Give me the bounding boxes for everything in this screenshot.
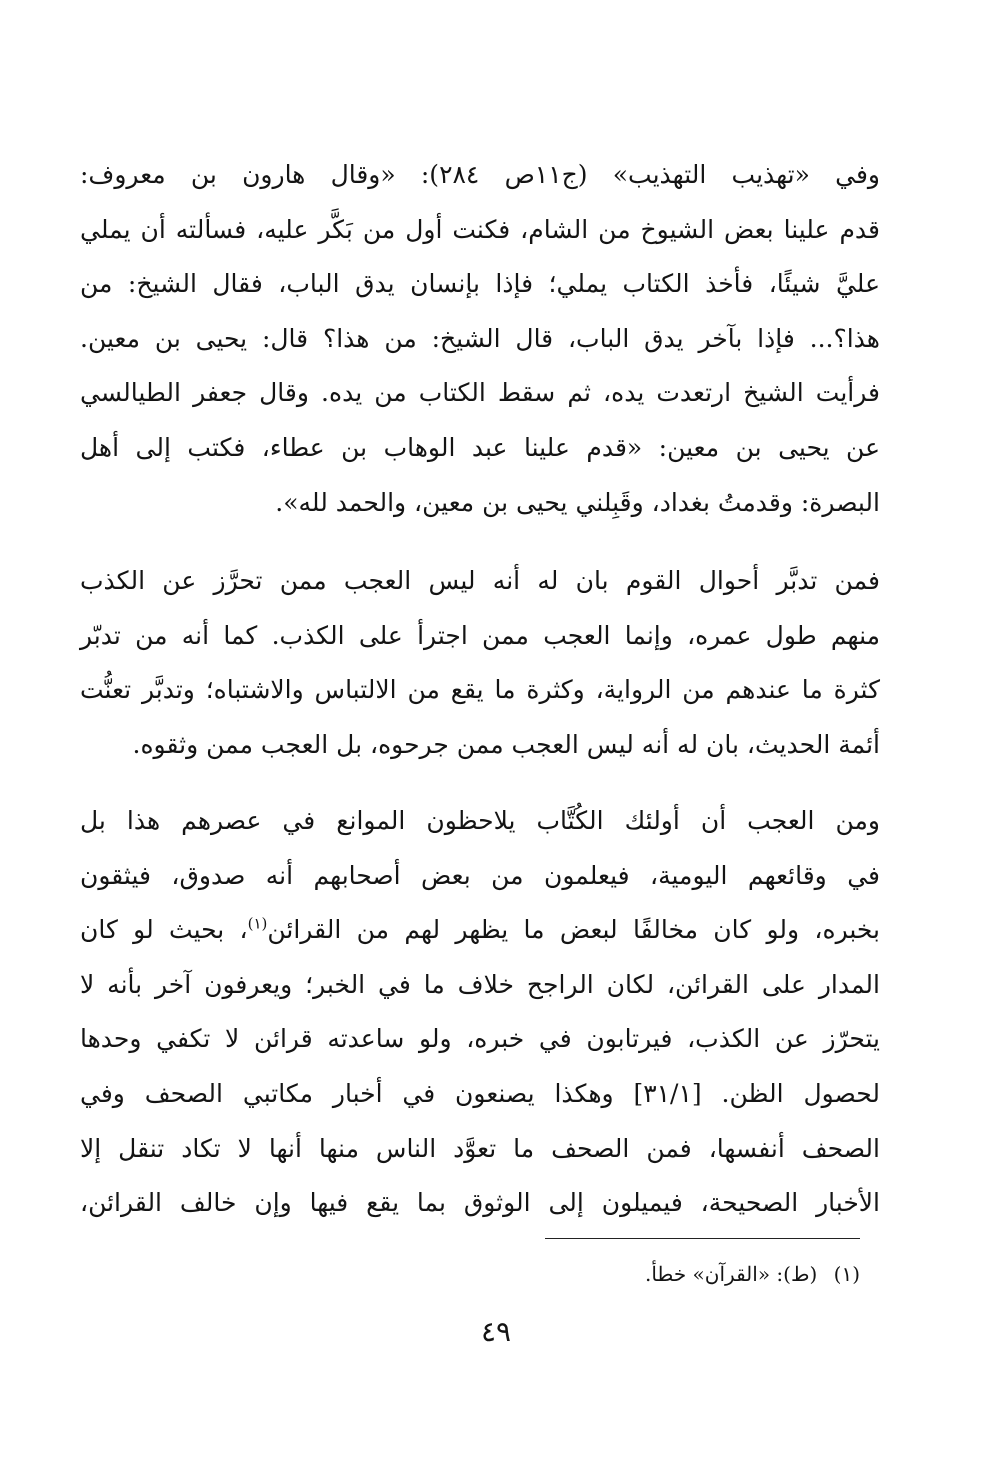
- paragraph-2: [80, 554, 880, 772]
- paragraph-1: [80, 148, 880, 530]
- text-line: كثرة ما عندهم من الرواية، وكثرة ما يقع من الالتباس والاشتباه؛ وتدبَّر تعنُّت: [80, 675, 880, 705]
- text-segment: بخبره، ولو كان مخالفًا لبعض ما يظهر لهم من القرائن: [267, 915, 880, 945]
- page-number: ٤٩: [480, 1315, 512, 1348]
- text-line: يتحرّز عن الكذب، فيرتابون في خبره، ولو ساعدته قرائن لا تكفي وحدها: [80, 1024, 880, 1054]
- page-body: [80, 148, 880, 1231]
- text-line: قدم علينا بعض الشيوخ من الشام، فكنت أول من بَكَّر عليه، فسألته أن يملي: [80, 214, 880, 244]
- text-segment: ، بحيث لو كان: [80, 915, 248, 945]
- text-line: فرأيت الشيخ ارتعدت يده، ثم سقط الكتاب من يده. وقال جعفر الطيالسي: [80, 378, 880, 408]
- text-line: هذا؟... فإذا بآخر يدق الباب، قال الشيخ: من هذا؟ قال: يحيى بن معين.: [80, 323, 880, 353]
- text-line: وفي «تهذيب التهذيب» (ج١١ص ٢٨٤): «وقال هارون بن معروف:: [80, 160, 880, 189]
- text-line: منهم طول عمره، وإنما العجب ممن اجترأ على الكذب. كما أنه من تدبّر: [80, 620, 880, 650]
- text-line: أئمة الحديث، بان له أنه ليس العجب ممن جرحوه، بل العجب ممن وثقوه.: [132, 729, 880, 759]
- text-line: عن يحيى بن معين: «قدم علينا عبد الوهاب بن عطاء، فكتب إلى أهل: [80, 432, 880, 462]
- text-line: الأخبار الصحيحة، فيميلون إلى الوثوق بما يقع فيها وإن خالف القرائن،: [80, 1188, 880, 1218]
- footnote-number: (١): [833, 1262, 860, 1286]
- text-line: ومن العجب أن أولئك الكُتَّاب يلاحظون الموانع في عصرهم هذا بل: [80, 806, 880, 835]
- footnote: [645, 1258, 860, 1290]
- text-line: لحصول الظن. [٣١/١] وهكذا يصنعون في أخبار مكاتبي الصحف وفي: [80, 1078, 880, 1108]
- text-line-with-footnote: [80, 903, 880, 958]
- text-line: عليَّ شيئًا، فأخذ الكتاب يملي؛ فإذا بإنسان يدق الباب، فقال الشيخ: من: [80, 269, 880, 299]
- text-line: المدار على القرائن، لكان الراجح خلاف ما في الخبر؛ ويعرفون آخر بأنه لا: [80, 969, 880, 999]
- text-line: الصحف أنفسها، فمن الصحف ما تعوَّد الناس منها أنها لا تكاد تنقل إلا: [80, 1133, 880, 1163]
- text-line: البصرة: وقدمتُ بغداد، وقَبِلني يحيى بن معين، والحمد لله».: [275, 487, 880, 517]
- text-line: في وقائعهم اليومية، فيعلمون من بعض أصحابهم أنه صدوق، فيثقون: [80, 860, 880, 890]
- footnote-text: (ط): «القرآن» خطأ.: [644, 1262, 818, 1286]
- footnote-divider: [545, 1238, 860, 1239]
- footnote-reference: (١): [247, 914, 268, 933]
- paragraph-3: [80, 794, 880, 1231]
- text-line: فمن تدبَّر أحوال القوم بان له أنه ليس العجب ممن تحرَّز عن الكذب: [80, 566, 880, 595]
